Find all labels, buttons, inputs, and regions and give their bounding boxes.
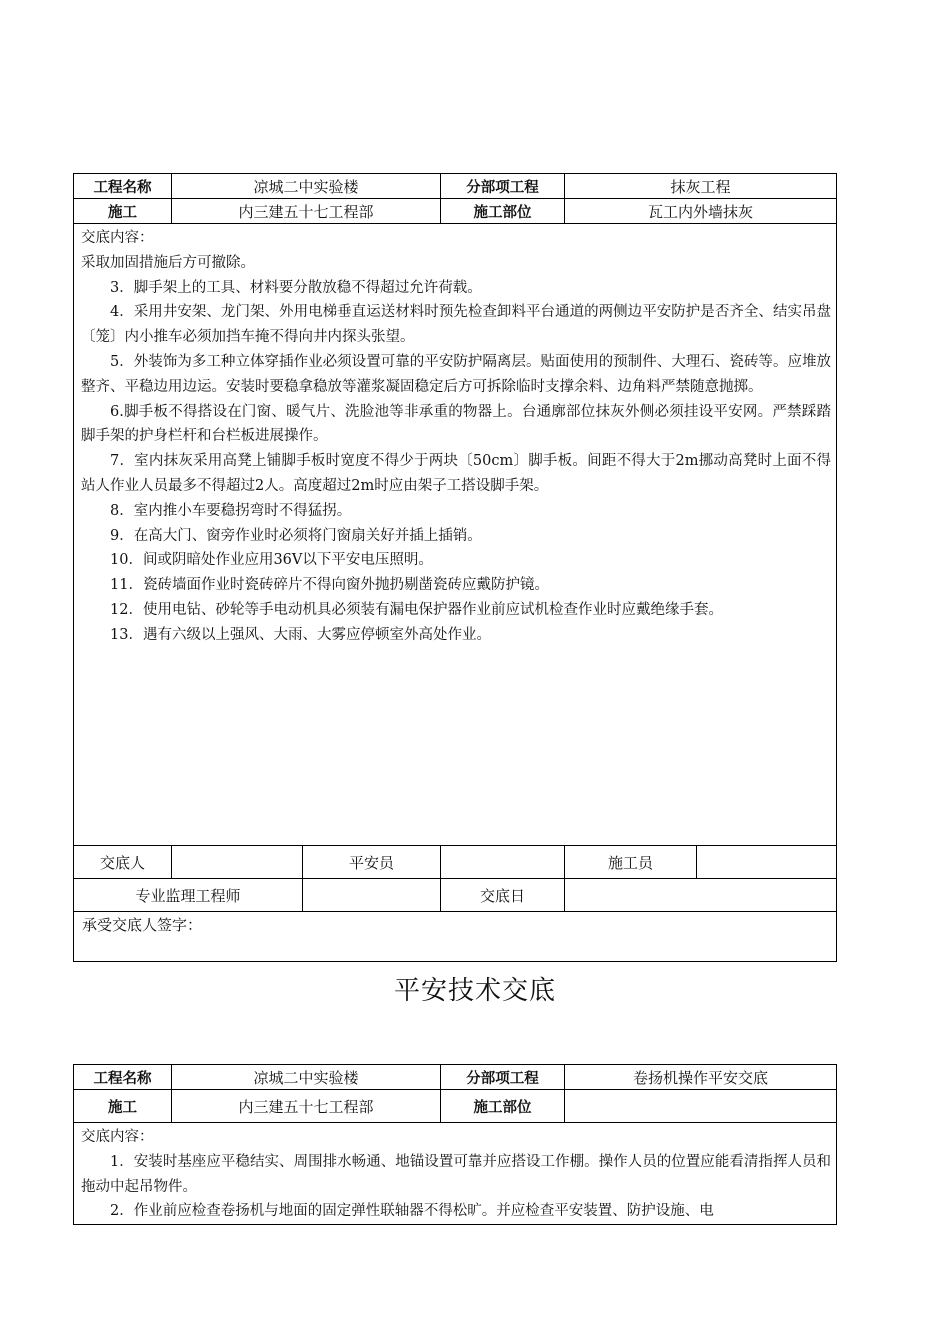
sub-project-value: 卷扬机操作平安交底 — [565, 1065, 837, 1090]
builder-value: 内三建五十七工程部 — [172, 1090, 441, 1123]
sub-project-value: 抹灰工程 — [565, 174, 837, 199]
project-name-label: 工程名称 — [74, 174, 172, 199]
content-paragraph: 2．作业前应检查卷扬机与地面的固定弹性联轴器不得松旷。并应检查平安装置、防护设施、电 — [110, 1203, 714, 1220]
content-paragraph: 11．瓷砖墙面作业时瓷砖碎片不得向窗外抛扔剔凿瓷砖应戴防护镜。 — [110, 577, 549, 594]
content-paragraph: 采取加固措施后方可撤除。 — [81, 254, 255, 271]
content-paragraph: 12．使用电钻、砂轮等手电动机具必须装有漏电保护器作业前应试机检查作业时应戴绝缘手套。 — [110, 601, 723, 618]
project-name-label: 工程名称 — [74, 1065, 172, 1090]
discloser-label: 交底人 — [74, 846, 172, 879]
content-label: 交底内容： — [81, 230, 154, 246]
sub-project-label: 分部项工程 — [441, 1065, 565, 1090]
construction-part-value: 瓦工内外墙抹灰 — [565, 199, 837, 224]
sub-project-label: 分部项工程 — [441, 174, 565, 199]
builder-label: 施工 — [74, 1090, 172, 1123]
builder-label: 施工 — [74, 199, 172, 224]
content-paragraph: 9．在高大门、窗旁作业时必须将门窗扇关好并插上插销。 — [110, 527, 482, 544]
project-name-value: 凉城二中实验楼 — [172, 174, 441, 199]
construction-part-value — [565, 1090, 837, 1123]
construction-part-label: 施工部位 — [441, 199, 565, 224]
worker-value — [697, 846, 837, 879]
builder-value: 内三建五十七工程部 — [172, 199, 441, 224]
content-paragraph: 13．遇有六级以上强风、大雨、大雾应停顿室外高处作业。 — [110, 626, 491, 643]
supervisor-value — [303, 879, 441, 912]
disclosure-content — [74, 1123, 836, 1224]
content-paragraph: 8．室内推小车要稳拐弯时不得猛拐。 — [110, 502, 352, 519]
safety-officer-label: 平安员 — [303, 846, 441, 879]
worker-label: 施工员 — [565, 846, 697, 879]
content-paragraph: 5．外装饰为多工种立体穿插作业必须设置可靠的平安防护隔离层。贴面使用的预制件、大理石、瓷砖等。应堆放整齐、平稳边用边运。安装时要稳拿稳放等灌浆凝固稳定后方可拆除临时支撑余料、边角料严禁随意抛掷。 — [81, 353, 832, 395]
construction-part-label: 施工部位 — [441, 1090, 565, 1123]
document-title: 平安技术交底 — [393, 976, 556, 1006]
safety-officer-value — [441, 846, 565, 879]
content-paragraph: 1．安装时基座应平稳结实、周围排水畅通、地锚设置可靠并应搭设工作棚。操作人员的位置应能看清指挥人员和拖动中起吊物件。 — [81, 1153, 832, 1195]
project-name-value: 凉城二中实验楼 — [172, 1065, 441, 1090]
disclosure-date-label: 交底日 — [441, 879, 565, 912]
disclosure-content-cell — [74, 1123, 837, 1225]
safety-disclosure-form-1 — [73, 173, 837, 962]
content-paragraph: 7．室内抹灰采用高凳上铺脚手板时宽度不得少于两块〔50cm〕脚手板。间距不得大于2m挪动高凳时上面不得站人作业人员最多不得超过2人。高度超过2m时应由架子工搭设脚手架。 — [81, 453, 832, 494]
disclosure-date-value — [565, 879, 837, 912]
disclosure-content — [74, 224, 836, 648]
content-paragraph: 10．间或阴暗处作业应用36V以下平安电压照明。 — [110, 552, 433, 569]
supervisor-label: 专业监理工程师 — [74, 879, 303, 912]
safety-disclosure-form-2 — [73, 1064, 837, 1225]
disclosure-content-cell — [74, 224, 837, 846]
receiver-signature: 承受交底人签字： — [74, 912, 837, 962]
content-paragraph: 4．采用井安架、龙门架、外用电梯垂直运送材料时预先检查卸料平台通道的两侧边平安防护是否齐全、结实吊盘〔笼〕内小推车必须加挡车掩不得向井内探头张望。 — [81, 304, 832, 346]
content-paragraph: 6.脚手板不得搭设在门窗、暖气片、洗脸池等非承重的物器上。台通廓部位抹灰外侧必须挂设平安网。严禁踩踏脚手架的护身栏杆和台栏板进展操作。 — [81, 403, 832, 445]
content-paragraph: 3．脚手架上的工具、材料要分散放稳不得超过允许荷载。 — [110, 279, 482, 296]
content-label: 交底内容： — [81, 1129, 154, 1145]
discloser-value — [172, 846, 303, 879]
